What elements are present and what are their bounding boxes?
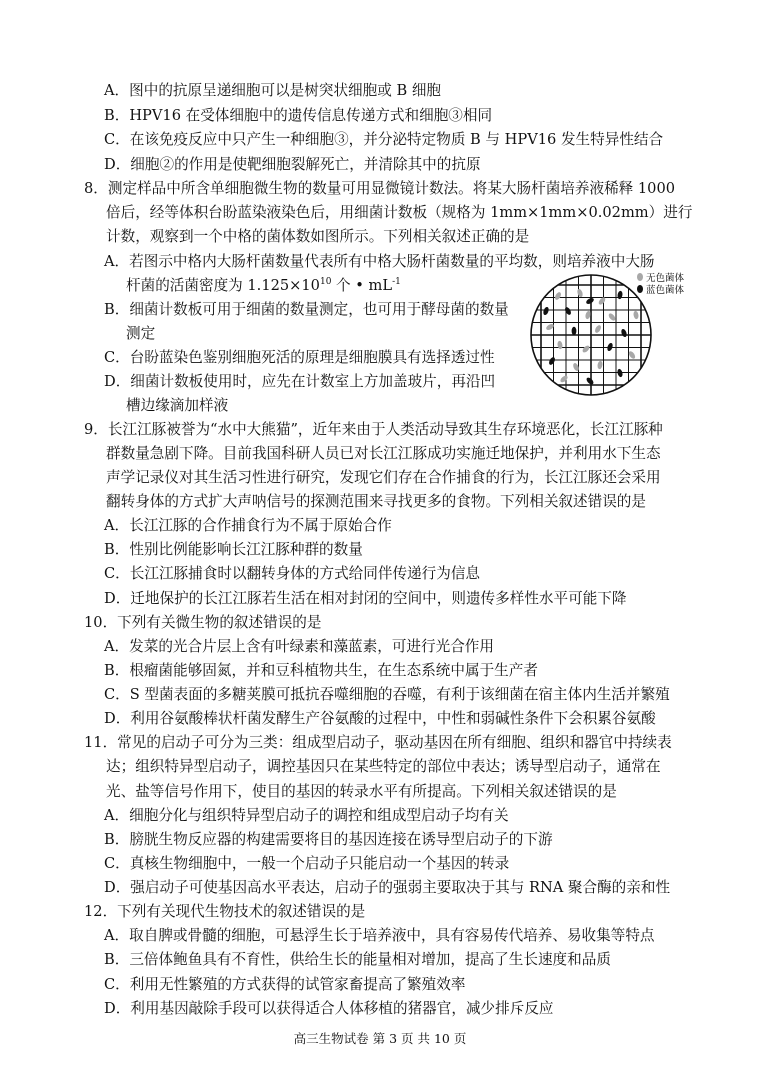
colorless-bacterium (559, 374, 569, 383)
q12-option-d: D．利用基因敲除手段可以获得适合人体移植的猪器官，减少排斥反应 (104, 1000, 554, 1017)
q8-option-c: C．台盼蓝染色鉴别细胞死活的原理是细胞膜具有选择透过性 (104, 349, 495, 366)
q11-stem-line-2: 达；组织特异型启动子，调控基因只在某些特定的部位中表达；诱导型启动子，通常在 (106, 758, 661, 775)
page-footer: 高三生物试卷 第 3 页 共 10 页 (293, 1031, 467, 1046)
blue-bacterium (572, 327, 577, 335)
colorless-bacterium (633, 310, 639, 319)
q8-option-d-line-2: 槽边缘滴加样液 (126, 397, 229, 414)
legend-colorless-label: 无色菌体 (646, 273, 685, 284)
q8-stem-line-3: 计数，观察到一个中格的菌体数如图所示。下列相关叙述正确的是 (106, 228, 530, 245)
q11-option-d: D．强启动子可使基因高水平表达，启动子的强弱主要取决于其与 RNA 聚合酶的亲和性 (104, 879, 671, 896)
q9-option-d: D．迁地保护的长江江豚若生活在相对封闭的空间中，则遗传多样性水平可能下降 (104, 590, 627, 607)
blue-bacterium (585, 297, 595, 305)
q12-option-b: B．三倍体鲍鱼具有不育性，供给生长的能量相对增加，提高了生长速度和品质 (104, 951, 611, 968)
q11-option-b: B．膀胱生物反应器的构建需要将目的基因连接在诱导型启动子的下游 (104, 831, 553, 848)
q10-option-b: B．根瘤菌能够固氮，并和豆科植物共生，在生态系统中属于生产者 (104, 662, 538, 679)
q9-stem-line-4: 翻转身体的方式扩大声呐信号的探测范围来寻找更多的食物。下列相关叙述错误的是 (106, 493, 646, 510)
q10-option-a: A．发菜的光合片层上含有叶绿素和藻蓝素，可进行光合作用 (104, 638, 494, 655)
q10-option-c: C．S 型菌表面的多糖荚膜可抵抗吞噬细胞的吞噬，有利于该细菌在宿主体内生活并繁殖 (104, 686, 670, 703)
q8-option-b-line-2: 测定 (126, 325, 156, 342)
q7-option-d: D．细胞②的作用是使靶细胞裂解死亡，并清除其中的抗原 (104, 156, 481, 173)
blue-bacterium (564, 306, 572, 316)
q8-stem-line-1: 8．测定样品中所含单细胞微生物的数量可用显微镜计数法。将某大肠杆菌培养液稀释 1000 (84, 180, 676, 197)
q12-option-c: C．利用无性繁殖的方式获得的试管家畜提高了繁殖效率 (104, 976, 466, 993)
blue-bacterium (617, 368, 624, 377)
q8-a-unit: 个 • mL (331, 277, 393, 294)
colorless-bacterium (576, 288, 583, 298)
legend-blue-dot (637, 285, 643, 293)
q7-option-a: A．图中的抗原呈递细胞可以是树突状细胞或 B 细胞 (104, 82, 442, 99)
q9-option-c: C．长江江豚捕食时以翻转身体的方式给同伴传递行为信息 (104, 565, 481, 582)
q11-option-a: A．细胞分化与组织特异型启动子的调控和组成型启动子均有关 (104, 807, 509, 824)
q8-option-a-line-2 (126, 276, 401, 296)
blue-bacterium (548, 356, 556, 366)
legend-colorless-dot (637, 273, 643, 281)
colorless-bacterium (594, 324, 602, 334)
q11-stem-line-1: 11．常见的启动子可分为三类：组成型启动子，驱动基因在所有细胞、组织和器官中持续表 (84, 734, 672, 751)
q8-a-value: 杆菌的活菌密度为 1.125×10 (126, 277, 320, 294)
counting-grid-svg (528, 271, 698, 401)
q8-a-exponent: 10 (319, 277, 332, 287)
q7-option-b: B．HPV16 在受体细胞中的遗传信息传递方式和细胞③相同 (104, 107, 493, 124)
q12-option-a: A．取自脾或骨髓的细胞，可悬浮生长于培养液中，具有容易传代培养、易收集等特点 (104, 927, 655, 944)
colorless-bacterium (597, 360, 603, 369)
q8-option-b-line-1: B．细菌计数板可用于细菌的数量测定，也可用于酵母菌的数量 (104, 301, 509, 318)
counting-chamber-figure (528, 271, 698, 401)
colorless-bacterium (557, 340, 563, 349)
q9-stem-line-2: 群数量急剧下降。目前我国科研人员已对长江江豚成功实施迁地保护，并利用水下生态 (106, 445, 661, 462)
q11-stem-line-3: 光、盐等信号作用下，使目的基因的转录水平有所提高。下列相关叙述错误的是 (106, 783, 617, 800)
q9-option-a: A．长江江豚的合作捕食行为不属于原始合作 (104, 517, 392, 534)
blue-bacterium (542, 306, 549, 316)
colorless-bacterium (607, 312, 616, 322)
q9-option-b: B．性别比例能影响长江江豚种群的数量 (104, 541, 363, 558)
q8-option-a-line-1: A．若图示中格内大肠杆菌数量代表所有中格大肠杆菌数量的平均数，则培养液中大肠 (104, 253, 655, 270)
q7-option-c: C．在该免疫反应中只产生一种细胞③，并分泌特定物质 B 与 HPV16 发生特异性结合 (104, 131, 664, 148)
q11-option-c: C．真核生物细胞中，一般一个启动子只能启动一个基因的转录 (104, 855, 510, 872)
legend-blue-label: 蓝色菌体 (646, 285, 685, 296)
q8-stem-line-2: 倍后，经等体积台盼蓝染液染色后，用细菌计数板（规格为 1mm×1mm×0.02mm）进行 (106, 204, 693, 221)
q10-option-d: D．利用谷氨酸棒状杆菌发酵生产谷氨酸的过程中，中性和弱碱性条件下会积累谷氨酸 (104, 710, 656, 727)
q12-stem: 12．下列有关现代生物技术的叙述错误的是 (84, 903, 366, 920)
colorless-bacterium (554, 291, 562, 301)
q10-stem: 10．下列有关微生物的叙述错误的是 (84, 614, 322, 631)
q9-stem-line-1: 9．长江江豚被誉为“水中大熊猫”，近年来由于人类活动导致其生存环境恶化，长江江豚种 (84, 421, 663, 438)
blue-bacterium (617, 290, 623, 299)
q8-option-d-line-1: D．细菌计数板使用时，应先在计数室上方加盖玻片，再沿凹 (104, 373, 496, 390)
blue-bacterium (620, 328, 627, 338)
q9-stem-line-3: 声学记录仪对其生活习性进行研究，发现它们存在合作捕食的行为，长江江豚还会采用 (106, 469, 661, 486)
colorless-bacterium (581, 344, 590, 353)
q8-a-unit-exponent: -1 (392, 277, 401, 287)
